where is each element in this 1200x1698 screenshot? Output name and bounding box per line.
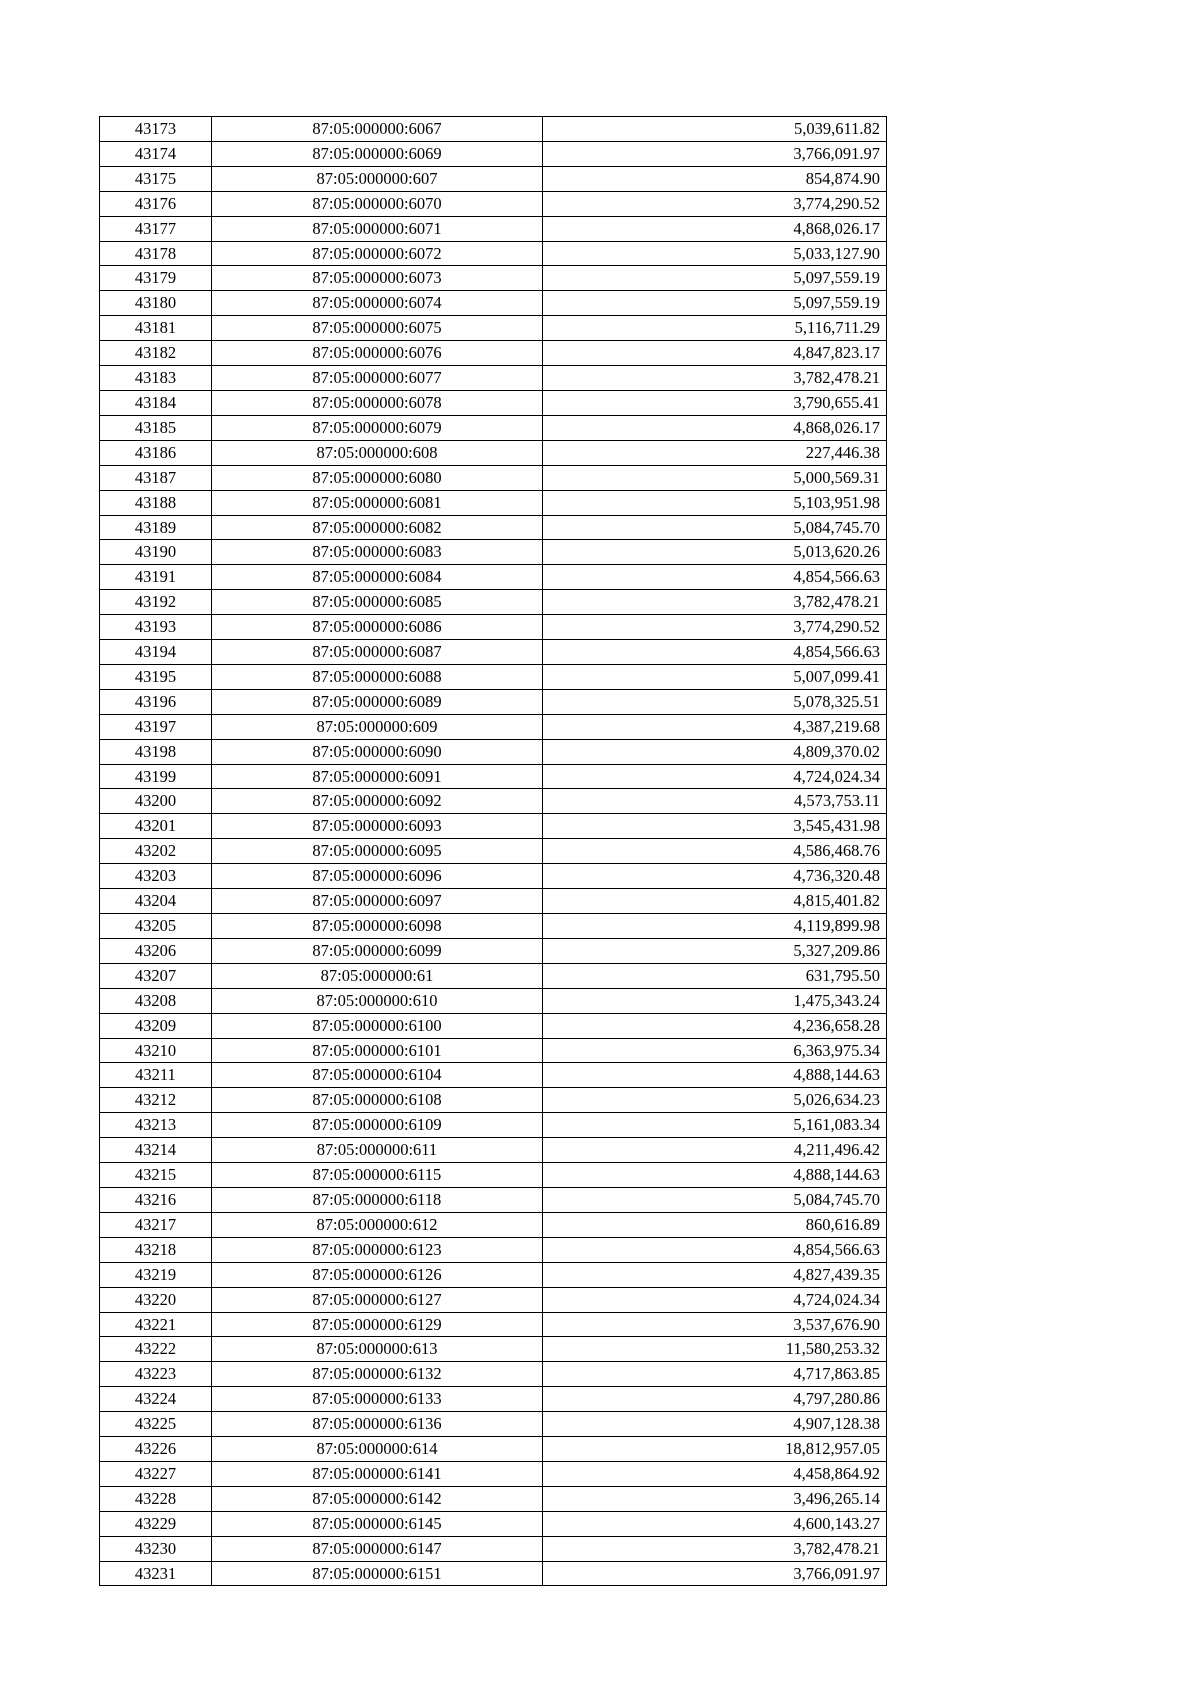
value-cell: 5,039,611.82 bbox=[543, 117, 887, 142]
table-row bbox=[100, 1113, 887, 1138]
cadastral-number-cell: 87:05:000000:6076 bbox=[212, 341, 543, 366]
row-id-cell: 43173 bbox=[100, 117, 212, 142]
row-id-cell: 43223 bbox=[100, 1362, 212, 1387]
cadastral-number-cell: 87:05:000000:610 bbox=[212, 988, 543, 1013]
table-row bbox=[100, 1163, 887, 1188]
row-id-cell: 43226 bbox=[100, 1437, 212, 1462]
value-cell: 4,724,024.34 bbox=[543, 1287, 887, 1312]
value-cell: 6,363,975.34 bbox=[543, 1038, 887, 1063]
value-cell: 3,766,091.97 bbox=[543, 1561, 887, 1586]
row-id-cell: 43221 bbox=[100, 1312, 212, 1337]
table-row bbox=[100, 1437, 887, 1462]
cadastral-number-cell: 87:05:000000:611 bbox=[212, 1138, 543, 1163]
value-cell: 5,097,559.19 bbox=[543, 291, 887, 316]
cadastral-number-cell: 87:05:000000:6141 bbox=[212, 1461, 543, 1486]
table-row bbox=[100, 1387, 887, 1412]
row-id-cell: 43176 bbox=[100, 191, 212, 216]
row-id-cell: 43181 bbox=[100, 316, 212, 341]
cadastral-number-cell: 87:05:000000:612 bbox=[212, 1212, 543, 1237]
table-row bbox=[100, 1088, 887, 1113]
table-row bbox=[100, 1262, 887, 1287]
value-cell: 1,475,343.24 bbox=[543, 988, 887, 1013]
cadastral-number-cell: 87:05:000000:6129 bbox=[212, 1312, 543, 1337]
cadastral-number-cell: 87:05:000000:6078 bbox=[212, 390, 543, 415]
row-id-cell: 43189 bbox=[100, 515, 212, 540]
row-id-cell: 43222 bbox=[100, 1337, 212, 1362]
table-row bbox=[100, 1312, 887, 1337]
cadastral-number-cell: 87:05:000000:6147 bbox=[212, 1536, 543, 1561]
table-row bbox=[100, 1412, 887, 1437]
row-id-cell: 43212 bbox=[100, 1088, 212, 1113]
value-cell: 4,387,219.68 bbox=[543, 714, 887, 739]
value-cell: 4,847,823.17 bbox=[543, 341, 887, 366]
cadastral-number-cell: 87:05:000000:6099 bbox=[212, 938, 543, 963]
row-id-cell: 43211 bbox=[100, 1063, 212, 1088]
value-cell: 4,827,439.35 bbox=[543, 1262, 887, 1287]
cadastral-number-cell: 87:05:000000:614 bbox=[212, 1437, 543, 1462]
cadastral-number-cell: 87:05:000000:6104 bbox=[212, 1063, 543, 1088]
table-row bbox=[100, 291, 887, 316]
table-row bbox=[100, 640, 887, 665]
table-row bbox=[100, 440, 887, 465]
row-id-cell: 43219 bbox=[100, 1262, 212, 1287]
table-row bbox=[100, 465, 887, 490]
cadastral-number-cell: 87:05:000000:6127 bbox=[212, 1287, 543, 1312]
row-id-cell: 43182 bbox=[100, 341, 212, 366]
table-body bbox=[100, 117, 887, 1586]
value-cell: 4,600,143.27 bbox=[543, 1511, 887, 1536]
row-id-cell: 43191 bbox=[100, 565, 212, 590]
row-id-cell: 43217 bbox=[100, 1212, 212, 1237]
row-id-cell: 43200 bbox=[100, 789, 212, 814]
cadastral-number-cell: 87:05:000000:6077 bbox=[212, 366, 543, 391]
value-cell: 4,854,566.63 bbox=[543, 1237, 887, 1262]
row-id-cell: 43227 bbox=[100, 1461, 212, 1486]
value-cell: 11,580,253.32 bbox=[543, 1337, 887, 1362]
table-row bbox=[100, 1237, 887, 1262]
cadastral-number-cell: 87:05:000000:6083 bbox=[212, 540, 543, 565]
cadastral-number-cell: 87:05:000000:6086 bbox=[212, 615, 543, 640]
table-row bbox=[100, 266, 887, 291]
row-id-cell: 43229 bbox=[100, 1511, 212, 1536]
cadastral-number-cell: 87:05:000000:607 bbox=[212, 166, 543, 191]
value-cell: 4,797,280.86 bbox=[543, 1387, 887, 1412]
value-cell: 4,888,144.63 bbox=[543, 1063, 887, 1088]
row-id-cell: 43187 bbox=[100, 465, 212, 490]
table-row bbox=[100, 191, 887, 216]
cadastral-number-cell: 87:05:000000:608 bbox=[212, 440, 543, 465]
value-cell: 3,496,265.14 bbox=[543, 1486, 887, 1511]
table-row bbox=[100, 914, 887, 939]
table-row bbox=[100, 1362, 887, 1387]
table-row bbox=[100, 789, 887, 814]
row-id-cell: 43179 bbox=[100, 266, 212, 291]
row-id-cell: 43228 bbox=[100, 1486, 212, 1511]
data-table bbox=[99, 116, 887, 1586]
table-row bbox=[100, 1063, 887, 1088]
value-cell: 3,782,478.21 bbox=[543, 366, 887, 391]
cadastral-number-cell: 87:05:000000:61 bbox=[212, 963, 543, 988]
value-cell: 4,815,401.82 bbox=[543, 889, 887, 914]
cadastral-number-cell: 87:05:000000:6088 bbox=[212, 664, 543, 689]
value-cell: 4,119,899.98 bbox=[543, 914, 887, 939]
cadastral-number-cell: 87:05:000000:6096 bbox=[212, 864, 543, 889]
cadastral-number-cell: 87:05:000000:6133 bbox=[212, 1387, 543, 1412]
table-row bbox=[100, 540, 887, 565]
cadastral-number-cell: 87:05:000000:6085 bbox=[212, 590, 543, 615]
cadastral-number-cell: 87:05:000000:6091 bbox=[212, 764, 543, 789]
table-row bbox=[100, 839, 887, 864]
cadastral-number-cell: 87:05:000000:6072 bbox=[212, 241, 543, 266]
row-id-cell: 43199 bbox=[100, 764, 212, 789]
value-cell: 854,874.90 bbox=[543, 166, 887, 191]
cadastral-number-cell: 87:05:000000:6132 bbox=[212, 1362, 543, 1387]
row-id-cell: 43184 bbox=[100, 390, 212, 415]
table-row bbox=[100, 938, 887, 963]
table-row bbox=[100, 1013, 887, 1038]
row-id-cell: 43210 bbox=[100, 1038, 212, 1063]
value-cell: 4,868,026.17 bbox=[543, 216, 887, 241]
cadastral-number-cell: 87:05:000000:6071 bbox=[212, 216, 543, 241]
table-row bbox=[100, 1138, 887, 1163]
row-id-cell: 43225 bbox=[100, 1412, 212, 1437]
table-row bbox=[100, 390, 887, 415]
table-row bbox=[100, 1287, 887, 1312]
value-cell: 5,327,209.86 bbox=[543, 938, 887, 963]
cadastral-number-cell: 87:05:000000:6074 bbox=[212, 291, 543, 316]
row-id-cell: 43180 bbox=[100, 291, 212, 316]
cadastral-number-cell: 87:05:000000:6089 bbox=[212, 689, 543, 714]
row-id-cell: 43216 bbox=[100, 1187, 212, 1212]
row-id-cell: 43231 bbox=[100, 1561, 212, 1586]
cadastral-number-cell: 87:05:000000:6097 bbox=[212, 889, 543, 914]
value-cell: 631,795.50 bbox=[543, 963, 887, 988]
value-cell: 5,103,951.98 bbox=[543, 490, 887, 515]
value-cell: 3,774,290.52 bbox=[543, 191, 887, 216]
row-id-cell: 43183 bbox=[100, 366, 212, 391]
value-cell: 18,812,957.05 bbox=[543, 1437, 887, 1462]
table-row bbox=[100, 664, 887, 689]
row-id-cell: 43177 bbox=[100, 216, 212, 241]
value-cell: 5,013,620.26 bbox=[543, 540, 887, 565]
value-cell: 5,078,325.51 bbox=[543, 689, 887, 714]
table-row bbox=[100, 1536, 887, 1561]
table-row bbox=[100, 565, 887, 590]
row-id-cell: 43186 bbox=[100, 440, 212, 465]
cadastral-number-cell: 87:05:000000:6092 bbox=[212, 789, 543, 814]
row-id-cell: 43215 bbox=[100, 1163, 212, 1188]
table-row bbox=[100, 864, 887, 889]
value-cell: 4,573,753.11 bbox=[543, 789, 887, 814]
value-cell: 3,782,478.21 bbox=[543, 590, 887, 615]
table-row bbox=[100, 241, 887, 266]
cadastral-number-cell: 87:05:000000:6101 bbox=[212, 1038, 543, 1063]
row-id-cell: 43193 bbox=[100, 615, 212, 640]
value-cell: 3,790,655.41 bbox=[543, 390, 887, 415]
cadastral-number-cell: 87:05:000000:6123 bbox=[212, 1237, 543, 1262]
value-cell: 3,545,431.98 bbox=[543, 814, 887, 839]
value-cell: 4,854,566.63 bbox=[543, 565, 887, 590]
value-cell: 3,774,290.52 bbox=[543, 615, 887, 640]
table-row bbox=[100, 1038, 887, 1063]
cadastral-number-cell: 87:05:000000:613 bbox=[212, 1337, 543, 1362]
table-row bbox=[100, 689, 887, 714]
value-cell: 4,236,658.28 bbox=[543, 1013, 887, 1038]
table-row bbox=[100, 1212, 887, 1237]
row-id-cell: 43185 bbox=[100, 415, 212, 440]
row-id-cell: 43208 bbox=[100, 988, 212, 1013]
table-row bbox=[100, 590, 887, 615]
cadastral-number-cell: 87:05:000000:6073 bbox=[212, 266, 543, 291]
cadastral-number-cell: 87:05:000000:6093 bbox=[212, 814, 543, 839]
cadastral-number-cell: 87:05:000000:6136 bbox=[212, 1412, 543, 1437]
table-row bbox=[100, 366, 887, 391]
value-cell: 4,809,370.02 bbox=[543, 739, 887, 764]
table-row bbox=[100, 316, 887, 341]
row-id-cell: 43205 bbox=[100, 914, 212, 939]
cadastral-number-cell: 87:05:000000:6118 bbox=[212, 1187, 543, 1212]
cadastral-number-cell: 87:05:000000:6081 bbox=[212, 490, 543, 515]
value-cell: 5,007,099.41 bbox=[543, 664, 887, 689]
cadastral-number-cell: 87:05:000000:6084 bbox=[212, 565, 543, 590]
cadastral-number-cell: 87:05:000000:6100 bbox=[212, 1013, 543, 1038]
row-id-cell: 43174 bbox=[100, 141, 212, 166]
row-id-cell: 43190 bbox=[100, 540, 212, 565]
table-row bbox=[100, 341, 887, 366]
table-row bbox=[100, 216, 887, 241]
value-cell: 3,537,676.90 bbox=[543, 1312, 887, 1337]
cadastral-number-cell: 87:05:000000:6067 bbox=[212, 117, 543, 142]
row-id-cell: 43192 bbox=[100, 590, 212, 615]
value-cell: 4,458,864.92 bbox=[543, 1461, 887, 1486]
table-row bbox=[100, 764, 887, 789]
cadastral-number-cell: 87:05:000000:6126 bbox=[212, 1262, 543, 1287]
row-id-cell: 43206 bbox=[100, 938, 212, 963]
value-cell: 5,116,711.29 bbox=[543, 316, 887, 341]
row-id-cell: 43207 bbox=[100, 963, 212, 988]
table-row bbox=[100, 714, 887, 739]
table-row bbox=[100, 1486, 887, 1511]
row-id-cell: 43209 bbox=[100, 1013, 212, 1038]
table-row bbox=[100, 814, 887, 839]
value-cell: 4,854,566.63 bbox=[543, 640, 887, 665]
value-cell: 4,888,144.63 bbox=[543, 1163, 887, 1188]
cadastral-number-cell: 87:05:000000:6145 bbox=[212, 1511, 543, 1536]
row-id-cell: 43204 bbox=[100, 889, 212, 914]
row-id-cell: 43197 bbox=[100, 714, 212, 739]
cadastral-number-cell: 87:05:000000:6090 bbox=[212, 739, 543, 764]
row-id-cell: 43188 bbox=[100, 490, 212, 515]
table-row bbox=[100, 963, 887, 988]
cadastral-number-cell: 87:05:000000:6079 bbox=[212, 415, 543, 440]
table-row bbox=[100, 1461, 887, 1486]
value-cell: 4,717,863.85 bbox=[543, 1362, 887, 1387]
value-cell: 860,616.89 bbox=[543, 1212, 887, 1237]
value-cell: 4,724,024.34 bbox=[543, 764, 887, 789]
cadastral-number-cell: 87:05:000000:6109 bbox=[212, 1113, 543, 1138]
cadastral-number-cell: 87:05:000000:609 bbox=[212, 714, 543, 739]
table-row bbox=[100, 166, 887, 191]
cadastral-number-cell: 87:05:000000:6080 bbox=[212, 465, 543, 490]
row-id-cell: 43203 bbox=[100, 864, 212, 889]
cadastral-number-cell: 87:05:000000:6108 bbox=[212, 1088, 543, 1113]
row-id-cell: 43230 bbox=[100, 1536, 212, 1561]
table-row bbox=[100, 490, 887, 515]
value-cell: 5,026,634.23 bbox=[543, 1088, 887, 1113]
row-id-cell: 43213 bbox=[100, 1113, 212, 1138]
cadastral-number-cell: 87:05:000000:6115 bbox=[212, 1163, 543, 1188]
row-id-cell: 43195 bbox=[100, 664, 212, 689]
value-cell: 5,084,745.70 bbox=[543, 515, 887, 540]
row-id-cell: 43202 bbox=[100, 839, 212, 864]
table-row bbox=[100, 739, 887, 764]
table-row bbox=[100, 141, 887, 166]
value-cell: 5,000,569.31 bbox=[543, 465, 887, 490]
table-row bbox=[100, 1561, 887, 1586]
row-id-cell: 43224 bbox=[100, 1387, 212, 1412]
cadastral-number-cell: 87:05:000000:6075 bbox=[212, 316, 543, 341]
value-cell: 5,084,745.70 bbox=[543, 1187, 887, 1212]
cadastral-number-cell: 87:05:000000:6142 bbox=[212, 1486, 543, 1511]
table-row bbox=[100, 889, 887, 914]
value-cell: 4,907,128.38 bbox=[543, 1412, 887, 1437]
cadastral-number-cell: 87:05:000000:6082 bbox=[212, 515, 543, 540]
table-row bbox=[100, 415, 887, 440]
value-cell: 4,586,468.76 bbox=[543, 839, 887, 864]
table-row bbox=[100, 1511, 887, 1536]
row-id-cell: 43218 bbox=[100, 1237, 212, 1262]
row-id-cell: 43196 bbox=[100, 689, 212, 714]
value-cell: 5,033,127.90 bbox=[543, 241, 887, 266]
cadastral-number-cell: 87:05:000000:6069 bbox=[212, 141, 543, 166]
value-cell: 4,736,320.48 bbox=[543, 864, 887, 889]
value-cell: 3,782,478.21 bbox=[543, 1536, 887, 1561]
row-id-cell: 43198 bbox=[100, 739, 212, 764]
table-row bbox=[100, 1187, 887, 1212]
value-cell: 4,868,026.17 bbox=[543, 415, 887, 440]
row-id-cell: 43178 bbox=[100, 241, 212, 266]
cadastral-number-cell: 87:05:000000:6151 bbox=[212, 1561, 543, 1586]
cadastral-number-cell: 87:05:000000:6098 bbox=[212, 914, 543, 939]
value-cell: 4,211,496.42 bbox=[543, 1138, 887, 1163]
value-cell: 227,446.38 bbox=[543, 440, 887, 465]
row-id-cell: 43201 bbox=[100, 814, 212, 839]
cadastral-number-cell: 87:05:000000:6095 bbox=[212, 839, 543, 864]
cadastral-number-cell: 87:05:000000:6087 bbox=[212, 640, 543, 665]
row-id-cell: 43220 bbox=[100, 1287, 212, 1312]
table-row bbox=[100, 615, 887, 640]
row-id-cell: 43194 bbox=[100, 640, 212, 665]
cadastral-number-cell: 87:05:000000:6070 bbox=[212, 191, 543, 216]
table-row bbox=[100, 117, 887, 142]
table-row bbox=[100, 515, 887, 540]
value-cell: 3,766,091.97 bbox=[543, 141, 887, 166]
row-id-cell: 43214 bbox=[100, 1138, 212, 1163]
value-cell: 5,097,559.19 bbox=[543, 266, 887, 291]
table-row bbox=[100, 988, 887, 1013]
row-id-cell: 43175 bbox=[100, 166, 212, 191]
value-cell: 5,161,083.34 bbox=[543, 1113, 887, 1138]
table-row bbox=[100, 1337, 887, 1362]
